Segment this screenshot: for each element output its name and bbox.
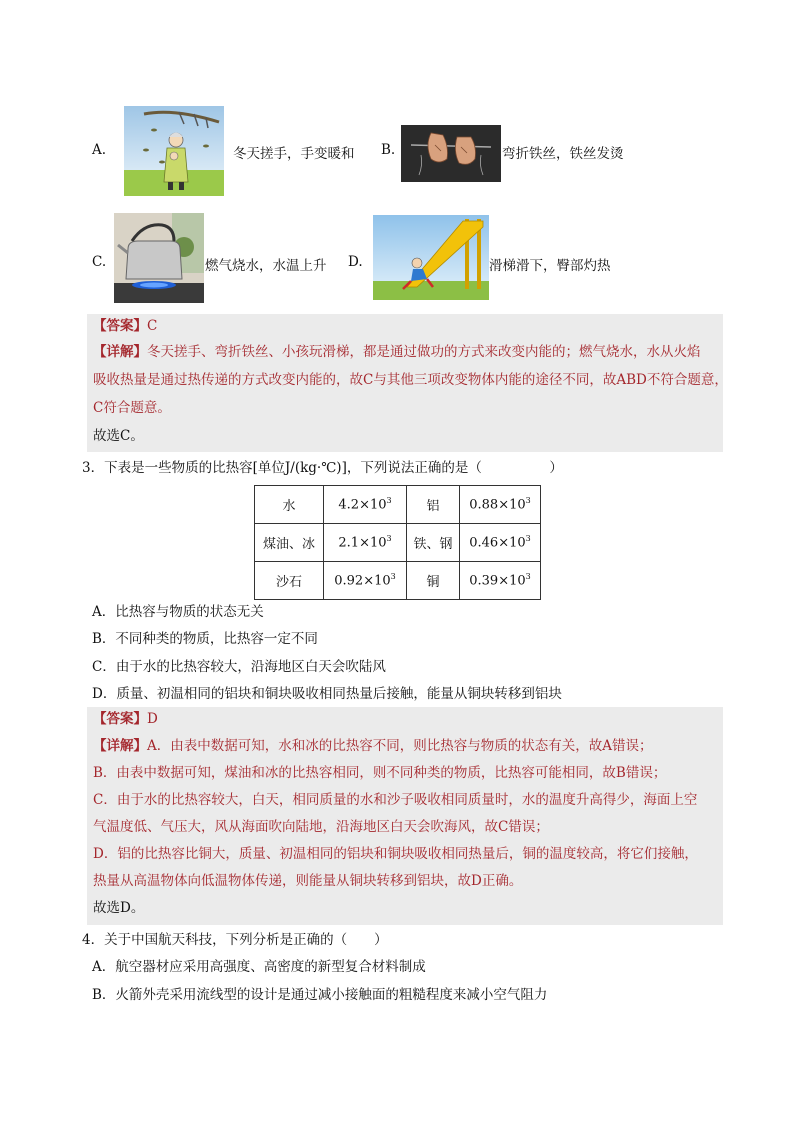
answer-label: 【答案】 — [93, 711, 147, 727]
q3-detail-line-2: B．由表中数据可知，煤油和冰的比热容相同，则不同种类的物质，比热容可能相同，故B错误； — [93, 765, 667, 781]
table-cell: $0.92\times 10^3$ — [324, 562, 407, 600]
q3-option-a: A．比热容与物质的状态无关 — [92, 604, 264, 620]
q3-option-c: C．由于水的比热容较大，沿海地区白天会吹陆风 — [92, 659, 386, 675]
q3-option-b: B．不同种类的物质，比热容一定不同 — [92, 631, 318, 647]
table-cell: 铜 — [407, 562, 460, 600]
q4-stem: 4．关于中国航天科技，下列分析是正确的（ ） — [82, 932, 388, 948]
q2-detail-line-2: 吸收热量是通过热传递的方式改变内能的，故C与其他三项改变物体内能的途径不同，故ABD不符合题意， — [93, 372, 728, 388]
answer-label: 【答案】 — [93, 318, 147, 334]
q2-detail-line-1 — [93, 342, 701, 362]
table-row — [255, 524, 541, 562]
table-row — [255, 562, 541, 600]
option-d-letter: D. — [348, 254, 363, 270]
q2-answer-line — [93, 316, 157, 336]
option-b-text: 弯折铁丝，铁丝发烫 — [502, 146, 624, 162]
q4-option-b: B．火箭外壳采用流线型的设计是通过减小接触面的粗糙程度来减小空气阻力 — [92, 987, 548, 1003]
option-b-letter: B. — [381, 142, 396, 158]
answer-value: C — [147, 318, 158, 334]
detail-text: 冬天搓手、弯折铁丝、小孩玩滑梯，都是通过做功的方式来改变内能的；燃气烧水，水从火焰 — [147, 344, 701, 360]
q3-detail-line-6: 热量从高温物体向低温物体传递，则能量从铜块转移到铝块，故D正确。 — [93, 873, 523, 889]
q3-conclusion: 故选D。 — [93, 900, 145, 916]
bending-wire-hands-icon — [401, 125, 501, 182]
table-cell: $0.46\times 10^3$ — [460, 524, 541, 562]
q2-answer-box — [87, 314, 728, 452]
table-cell: 沙石 — [255, 562, 324, 600]
q2-detail-line-3: C符合题意。 — [93, 400, 171, 416]
q3-answer-line — [93, 709, 158, 729]
option-d-text: 滑梯滑下，臀部灼热 — [489, 258, 611, 274]
option-c-text: 燃气烧水，水温上升 — [205, 258, 327, 274]
table-cell: $2.1\times 10^3$ — [324, 524, 407, 562]
q3-detail-line-3: C．由于水的比热容较大，白天，相同质量的水和沙子吸收相同质量时，水的温度升高得少，海面上空 — [93, 792, 698, 808]
specific-heat-table — [254, 485, 541, 600]
q3-detail-line-1 — [93, 736, 653, 756]
table-cell: 铝 — [407, 486, 460, 524]
table-cell: $4.2\times 10^3$ — [324, 486, 407, 524]
q3-detail-line-5: D．铝的比热容比铜大，质量、初温相同的铝块和铜块吸收相同热量后，铜的温度较高，将它们接触， — [93, 846, 698, 862]
table-row — [255, 486, 541, 524]
q3-detail-line-4: 气温度低、气压大，风从海面吹向陆地，沿海地区白天会吹海风，故C错误； — [93, 819, 549, 835]
table-cell: $0.88\times 10^3$ — [460, 486, 541, 524]
table-cell: $0.39\times 10^3$ — [460, 562, 541, 600]
detail-text: A．由表中数据可知，水和冰的比热容不同，则比热容与物质的状态有关，故A错误； — [147, 738, 653, 754]
table-cell: 铁、钢 — [407, 524, 460, 562]
q3-option-d: D．质量、初温相同的铝块和铜块吸收相同热量后接触，能量从铜块转移到铝块 — [92, 686, 562, 702]
child-on-slide-icon — [373, 215, 489, 300]
option-a-letter: A. — [92, 142, 107, 158]
answer-value: D — [147, 711, 158, 727]
table-cell: 水 — [255, 486, 324, 524]
q3-stem: 3．下表是一些物质的比热容[单位J/(kg·℃)]，下列说法正确的是（ ） — [82, 460, 563, 476]
q4-option-a: A．航空器材应采用高强度、高密度的新型复合材料制成 — [92, 959, 426, 975]
q3-answer-box — [87, 707, 723, 925]
q2-conclusion: 故选C。 — [93, 428, 144, 444]
detail-label: 【详解】 — [93, 344, 147, 360]
option-a-text: 冬天搓手，手变暖和 — [233, 146, 355, 162]
table-cell: 煤油、冰 — [255, 524, 324, 562]
woman-rubbing-hands-icon — [124, 106, 224, 196]
option-c-letter: C. — [92, 254, 107, 270]
kettle-on-gas-stove-icon — [114, 213, 204, 303]
detail-label: 【详解】 — [93, 738, 147, 754]
